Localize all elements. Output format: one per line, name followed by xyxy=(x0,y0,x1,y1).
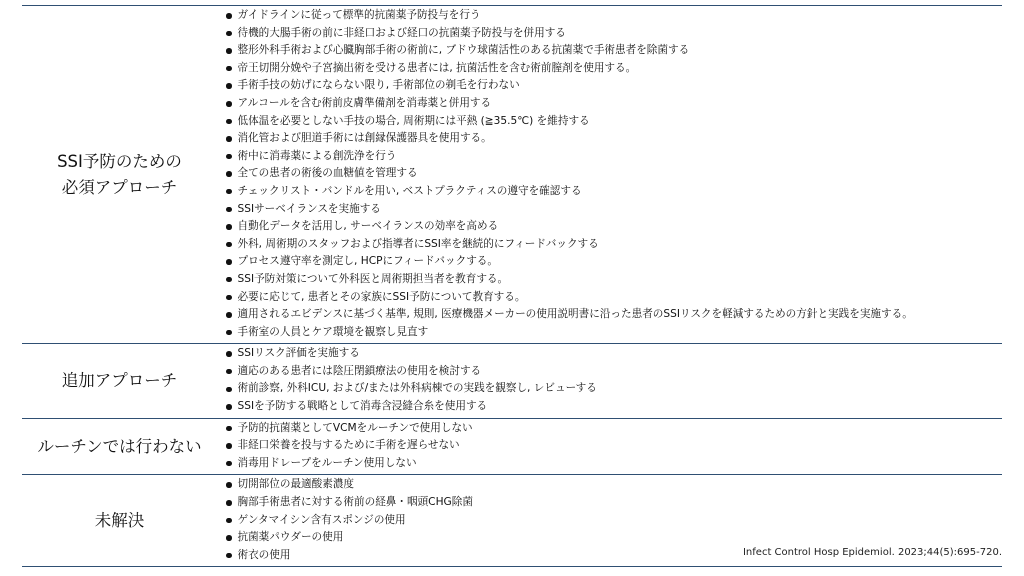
bullet-icon xyxy=(226,553,232,559)
item-text: 手術手技の妨げにならない限り, 手術部位の剃毛を行わない xyxy=(237,79,520,92)
category-line: 未解決 xyxy=(94,510,145,530)
item-text: プロセス遵守率を測定し, HCPにフィードバックする。 xyxy=(237,255,498,268)
item-text: 術中に消毒薬による創洗浄を行う xyxy=(237,149,397,162)
list-item xyxy=(217,130,1002,148)
category-label xyxy=(22,6,217,343)
bullet-icon xyxy=(226,295,232,301)
item-text: チェックリスト・バンドルを用い, ベストプラクティスの遵守を確認する xyxy=(237,184,582,197)
section-not-routine xyxy=(22,418,1002,475)
list-item xyxy=(217,306,1002,324)
item-text: 消化管および胆道手術には創縁保護器具を使用する。 xyxy=(237,132,492,145)
list-item xyxy=(217,437,1002,455)
list-item xyxy=(217,476,1002,494)
bullet-icon xyxy=(226,101,232,107)
bullet-icon xyxy=(226,48,232,54)
bullet-icon xyxy=(226,207,232,213)
item-text: ゲンタマイシン含有スポンジの使用 xyxy=(237,513,406,526)
category-label xyxy=(22,419,217,475)
bullet-icon xyxy=(226,119,232,125)
list-item xyxy=(217,363,1002,381)
bullet-icon xyxy=(226,518,232,524)
bullet-icon xyxy=(226,369,232,375)
section-additional xyxy=(22,343,1002,417)
item-text: アルコールを含む術前皮膚準備剤を消毒薬と併用する xyxy=(237,96,492,109)
list-item xyxy=(217,512,1002,530)
item-text: 自動化データを活用し, サーベイランスの効率を高める xyxy=(237,220,499,233)
bullet-icon xyxy=(226,83,232,89)
list-item xyxy=(217,113,1002,131)
item-text: SSIサーベイランスを実施する xyxy=(237,202,381,215)
item-text: 整形外科手術および心臓胸部手術の術前に, ブドウ球菌活性のある抗菌薬で手術患者を除菌する xyxy=(237,44,690,57)
bullet-icon xyxy=(226,387,232,393)
item-text: 抗菌薬パウダーの使用 xyxy=(237,531,344,544)
list-item xyxy=(217,165,1002,183)
section-essential xyxy=(22,5,1002,343)
citation: Infect Control Hosp Epidemiol. 2023;44(5):695-720. xyxy=(742,547,1002,558)
item-text: 低体温を必要としない手技の場合, 周術期には平熱 (≧35.5℃) を維持する xyxy=(237,114,590,127)
item-text: ガイドラインに従って標準的抗菌薬予防投与を行う xyxy=(237,9,481,21)
list-item xyxy=(217,77,1002,95)
item-text: 胸部手術患者に対する術前の経鼻・咽頭CHG除菌 xyxy=(237,496,473,509)
list-item xyxy=(217,494,1002,512)
bullet-icon xyxy=(226,443,232,449)
bullet-icon xyxy=(226,242,232,248)
bullet-icon xyxy=(226,500,232,506)
list-item xyxy=(217,271,1002,289)
bullet-icon xyxy=(226,259,232,265)
item-text: 予防的抗菌薬としてVCMをルーチンで使用しない xyxy=(237,421,473,434)
list-item xyxy=(217,529,1002,547)
list-item xyxy=(217,148,1002,166)
list-item xyxy=(217,324,1002,342)
item-text: 術衣の使用 xyxy=(237,548,291,561)
list-item xyxy=(217,398,1002,416)
bullet-icon xyxy=(226,535,232,541)
item-text: 外科, 周術期のスタッフおよび指導者にSSI率を継続的にフィードバックする xyxy=(237,237,599,250)
category-label xyxy=(22,475,217,566)
list-item xyxy=(217,345,1002,363)
category-label xyxy=(22,344,217,417)
item-text: 切開部位の最適酸素濃度 xyxy=(237,478,355,491)
list-item xyxy=(217,455,1002,473)
bullet-icon xyxy=(226,13,232,19)
category-line: 追加アプローチ xyxy=(61,370,178,390)
item-text: 消毒用ドレープをルーチン使用しない xyxy=(237,456,417,469)
list-item xyxy=(217,201,1002,219)
item-list xyxy=(217,344,1002,417)
bullet-icon xyxy=(226,482,232,488)
bullet-icon xyxy=(226,154,232,160)
list-item xyxy=(217,218,1002,236)
category-line: SSI予防のための xyxy=(57,151,182,171)
ssi-prevention-table xyxy=(22,5,1002,567)
item-text: 非経口栄養を投与するために手術を遅らせない xyxy=(237,439,460,452)
list-item xyxy=(217,42,1002,60)
list-item xyxy=(217,236,1002,254)
list-item xyxy=(217,183,1002,201)
list-item xyxy=(217,253,1002,271)
item-text: 適用されるエビデンスに基づく基準, 規則, 医療機器メーカーの使用説明書に沿った患者のSSIリスクを軽減するための方針と実践を実施する。 xyxy=(237,308,913,321)
item-list xyxy=(217,419,1002,475)
bullet-icon xyxy=(226,426,232,432)
bullet-icon xyxy=(226,189,232,195)
item-text: 手術室の人員とケア環境を観察し見直す xyxy=(237,325,429,338)
bullet-icon xyxy=(226,224,232,230)
item-text: SSI予防対策について外科医と周術期担当者を教育する。 xyxy=(237,272,509,285)
bullet-icon xyxy=(226,277,232,283)
bullet-icon xyxy=(226,351,232,357)
bullet-icon xyxy=(226,461,232,467)
list-item xyxy=(217,420,1002,438)
bullet-icon xyxy=(226,66,232,72)
list-item xyxy=(217,380,1002,398)
item-text: 帝王切開分娩や子宮摘出術を受ける患者には, 抗菌活性を含む術前膣剤を使用する。 xyxy=(237,61,637,74)
bullet-icon xyxy=(226,330,232,336)
item-text: 適応のある患者には陰圧閉鎖療法の使用を検討する xyxy=(237,364,482,377)
bullet-icon xyxy=(226,404,232,410)
bullet-icon xyxy=(226,312,232,318)
bullet-icon xyxy=(226,31,232,37)
item-text: SSIを予防する戦略として消毒含浸縫合糸を使用する xyxy=(237,400,488,413)
item-text: 全ての患者の術後の血糖値を管理する xyxy=(237,167,418,180)
item-text: 必要に応じて, 患者とその家族にSSI予防について教育する。 xyxy=(237,290,526,303)
bullet-icon xyxy=(226,136,232,142)
list-item xyxy=(217,25,1002,43)
category-line: ルーチンでは行わない xyxy=(37,436,202,456)
category-line: 必須アプローチ xyxy=(61,177,178,197)
list-item xyxy=(217,95,1002,113)
list-item xyxy=(217,60,1002,78)
item-text: SSIリスク評価を実施する xyxy=(237,347,360,360)
bullet-icon xyxy=(226,171,232,177)
item-list xyxy=(217,6,1002,343)
list-item xyxy=(217,7,1002,25)
item-text: 術前診察, 外科ICU, および/または外科病棟での実践を観察し, レビューする xyxy=(237,382,597,395)
list-item xyxy=(217,289,1002,307)
item-text: 待機的大腸手術の前に非経口および経口の抗菌薬予防投与を併用する xyxy=(237,26,566,39)
